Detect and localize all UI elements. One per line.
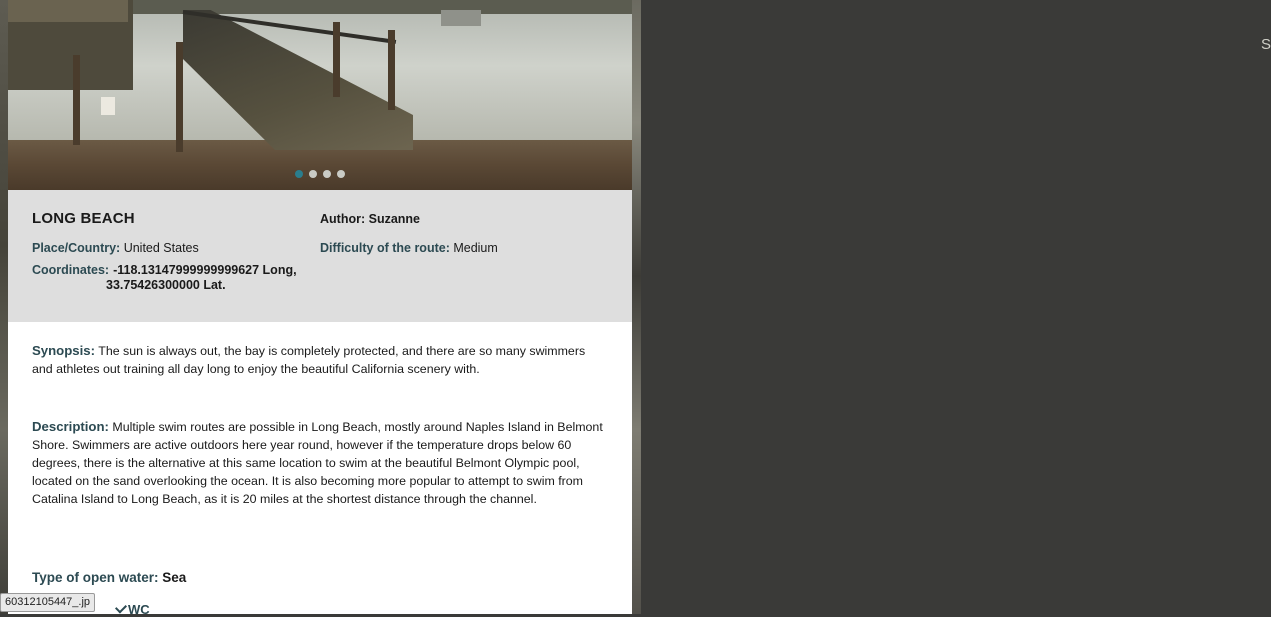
open-water-type <box>32 570 186 585</box>
open-water-value: Sea <box>162 570 187 585</box>
background-page-right <box>632 0 1271 614</box>
download-item[interactable]: 60312105447_.jp <box>0 593 95 612</box>
carousel-indicators <box>295 170 345 178</box>
synopsis-label: Synopsis: <box>32 343 96 358</box>
background-letter: S <box>1261 36 1271 53</box>
carousel-dot-4[interactable] <box>337 170 345 178</box>
photo-pier-post <box>333 22 340 97</box>
facility-wc: WC <box>128 602 150 617</box>
description-text: Multiple swim routes are possible in Long Beach, mostly around Naples Island in Belmont Shore. Swimmers are active outdoors here year round, however if the temperature drops below 60 degrees, there is the alternative at this same location to swim at the beautiful Belmont Olympic pool, located on the sand overlooking the ocean. It is also becoming more popular to attempt to swim from Catalina Island to Long Beach, as it is 20 miles at the shortest distance through the channel. <box>32 420 603 506</box>
photo-boat <box>441 10 481 26</box>
description-label: Description: <box>32 419 109 434</box>
carousel-dot-1[interactable] <box>295 170 303 178</box>
background-page-left <box>0 0 8 614</box>
photo-carousel[interactable] <box>8 0 632 190</box>
coordinates-latitude: 33.75426300000 Lat. <box>106 278 226 292</box>
photo-piling <box>176 42 183 152</box>
carousel-dot-2[interactable] <box>309 170 317 178</box>
author-value: Suzanne <box>368 212 421 226</box>
place-country <box>32 241 199 255</box>
photo-boathouse-roof <box>8 0 128 22</box>
open-water-label: Type of open water: <box>32 570 159 585</box>
photo-pier-post <box>388 30 395 110</box>
photo-piling <box>73 55 80 145</box>
place-value: United States <box>123 241 199 255</box>
coordinates-longitude: -118.13147999999999627 Long, <box>113 263 297 277</box>
spot-detail-modal <box>8 0 632 617</box>
author <box>320 212 420 226</box>
coordinates <box>32 263 302 293</box>
difficulty-label: Difficulty of the route: <box>320 241 450 255</box>
place-label: Place/Country: <box>32 241 121 255</box>
description <box>32 418 607 508</box>
synopsis <box>32 342 607 378</box>
carousel-dot-3[interactable] <box>323 170 331 178</box>
coordinates-label: Coordinates: <box>32 263 110 277</box>
author-label: Author: <box>320 212 366 226</box>
spot-title: LONG BEACH <box>32 210 135 227</box>
spot-info-panel <box>8 190 632 322</box>
synopsis-text: The sun is always out, the bay is completely protected, and there are so many swimmers and athletes out training all day long to enjoy the beautiful California scenery with. <box>32 344 586 376</box>
photo-sign <box>101 97 115 115</box>
check-icon <box>115 601 127 613</box>
difficulty <box>320 241 498 255</box>
difficulty-value: Medium <box>453 241 498 255</box>
